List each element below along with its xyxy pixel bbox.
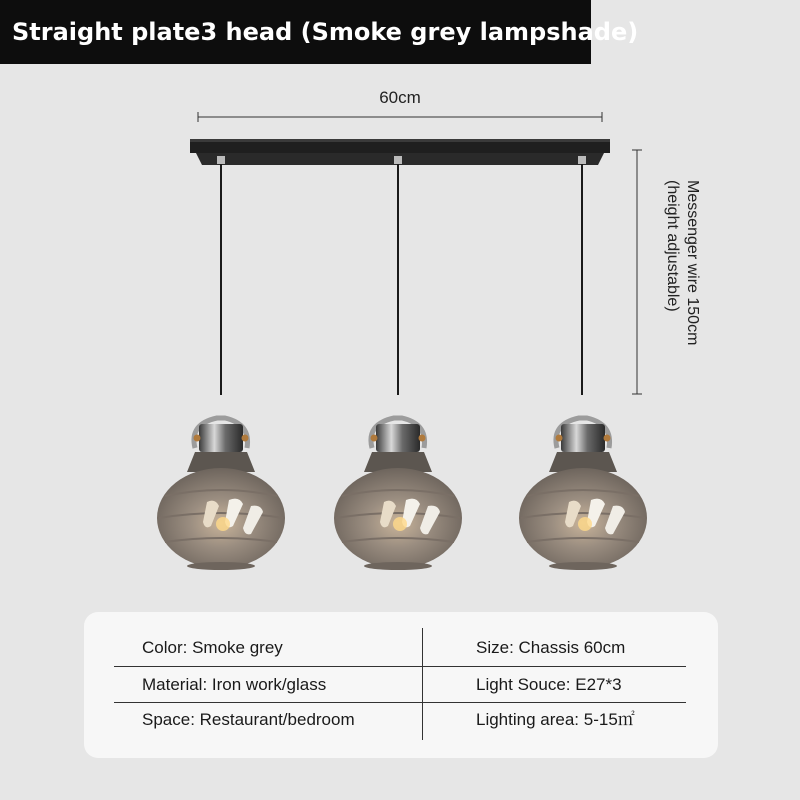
spec-size: Size: Chassis 60cm: [476, 638, 626, 657]
width-dimension-line: [198, 112, 602, 122]
height-label-line2: (height adjustable): [664, 180, 681, 312]
height-label: [652, 180, 702, 380]
pendant-lamp-right: [519, 418, 647, 570]
spec-color: Color: Smoke grey: [142, 638, 283, 657]
spec-light-source: Light Souce: E27*3: [476, 675, 622, 694]
spec-space: Space: Restaurant/bedroom: [142, 710, 355, 729]
spec-table: [84, 612, 718, 758]
spec-divider-1: [114, 666, 686, 667]
spec-material: Material: Iron work/glass: [142, 675, 327, 694]
spec-divider-2: [114, 702, 686, 703]
spec-lighting-area: Lighting area: 5-15㎡: [476, 710, 635, 729]
height-label-line1: Messenger wire 150cm: [684, 180, 701, 346]
pendant-lamp-center: [334, 418, 462, 570]
pendant-lamp-left: [157, 418, 285, 570]
width-label: 60cm: [379, 88, 421, 107]
product-title: Straight plate3 head (Smoke grey lampshade): [12, 18, 639, 46]
messenger-wires: [217, 156, 586, 395]
spec-column-divider: [422, 628, 423, 740]
height-dimension-line: [632, 150, 642, 394]
